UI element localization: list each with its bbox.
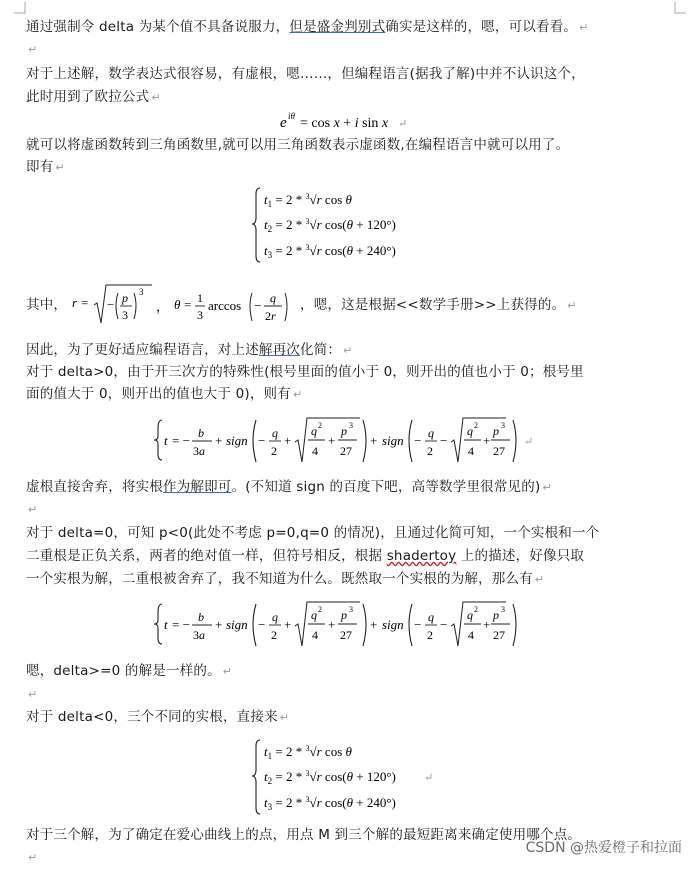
p8-line1-text: 对于 delta=0，可知 p<0(此处不考虑 p=0,q=0 的情况)，且通过化简可知，一个实根和一个 (26, 525, 600, 541)
svg-text:t1 = 2 * 3√r cos θ: $t_1 = 2 * ^3√r$ cos θ (264, 744, 352, 761)
svg-text:2: 2 (474, 605, 478, 614)
svg-text:t: t (164, 433, 168, 448)
svg-text:2: 2 (427, 628, 433, 642)
csdn-watermark: CSDN @热爱橙子和拉面 (525, 840, 682, 856)
p2-line1-text: 对于上述解，数学表达式很容易，有虚根，嗯……，但编程语言(据我了解)中并不认识这个， (26, 66, 585, 82)
p8-shadertoy: shadertoy (386, 548, 457, 564)
r-3: 3 (122, 308, 128, 322)
svg-text:3: 3 (501, 421, 505, 430)
theta-q: q (270, 291, 276, 305)
svg-text:−: − (414, 617, 422, 632)
euler-exponent: iθ (288, 111, 295, 121)
paragraph-8-line-2 (26, 547, 688, 566)
svg-text:q: q (311, 608, 317, 622)
svg-text:4: 4 (468, 628, 474, 642)
p8-line2-text-c: 上的描述，好像只取 (456, 548, 585, 564)
svg-text:t: t (164, 617, 168, 632)
paragraph-mark: ↵ (398, 118, 408, 130)
p5-text-a: 因此，为了更好适应编程语言，对上述 (26, 342, 259, 358)
p1-text-b: 但是盛金判别式 (289, 19, 386, 35)
empty-paragraph (26, 685, 688, 704)
paragraph-mark: ↵ (28, 688, 38, 701)
paragraph-6-line-2 (26, 385, 688, 404)
paragraph-mark: ↵ (567, 299, 577, 312)
p4-prefix: 其中， (26, 297, 68, 313)
svg-text:↵: ↵ (424, 772, 434, 784)
p10-text: 对于 delta<0，三个不同的实根，直接来 (26, 709, 278, 725)
svg-text:sign: sign (382, 433, 404, 448)
r-theta-definitions (70, 281, 300, 329)
svg-text:q: q (428, 610, 434, 624)
paragraph-10 (26, 708, 688, 727)
svg-text:+: + (483, 433, 491, 448)
p6-line2-text: 面的值大于 0，则开出的值也大于 0)，则有 (26, 386, 291, 402)
cardano-formula-2 (154, 598, 534, 650)
paragraph-mark: ↵ (55, 161, 65, 174)
svg-text:3: 3 (349, 605, 353, 614)
svg-text:= −: = − (172, 433, 190, 448)
p1-text-c: 确实是这样的，嗯，可以看看。 (385, 19, 578, 35)
svg-text:2: 2 (474, 421, 478, 430)
svg-text:−: − (258, 617, 266, 632)
euler-rhs: = cos x + i sin x (300, 116, 389, 131)
p2-line2-text: 此时用到了欧拉公式 (26, 89, 150, 105)
p5-text-b: 解再次 (258, 342, 301, 358)
svg-text:b: b (198, 610, 204, 624)
svg-text:2: 2 (427, 444, 433, 458)
svg-text:2: 2 (318, 605, 322, 614)
svg-text:−: − (440, 433, 448, 448)
svg-text:−: − (258, 433, 266, 448)
svg-text:q: q (311, 424, 317, 438)
root-t3: $t_3 = 2 * ^3√r$ cos(θ + 240°) (264, 243, 396, 260)
p3-line2-text: 即有 (26, 159, 54, 175)
svg-text:q: q (467, 608, 473, 622)
arccos: arccos (208, 298, 242, 313)
svg-text:3a: 3a (193, 628, 205, 642)
svg-text:4: 4 (312, 628, 318, 642)
svg-text:−: − (414, 433, 422, 448)
r-equals: = (81, 295, 89, 310)
svg-text:t3 = 2 * 3√r cos(θ + 240°): $t_3 = 2 * ^3√r$ cos(θ + 240°) (264, 795, 396, 812)
paragraph-mark: ↵ (279, 711, 290, 724)
paragraph-3-line-1 (26, 136, 688, 155)
svg-text:b: b (198, 426, 204, 440)
p3-line1-text: 就可以将虚函数转到三角函数里,就可以用三角函数表示虚函数,在编程语言中就可以用了。 (26, 137, 570, 153)
svg-text:27: 27 (493, 628, 505, 642)
p7-text-c: 。(不知道 sign 的百度下吧，高等数学里很常见的) (231, 479, 541, 495)
paragraph-3-line-2 (26, 158, 688, 177)
sep-comma: ， (156, 299, 170, 314)
empty-paragraph (26, 40, 688, 59)
theta-1: 1 (197, 291, 203, 305)
r-minus: − (107, 297, 115, 312)
paragraph-mark: ↵ (292, 388, 303, 401)
euler-formula (270, 108, 420, 134)
svg-text:+: + (483, 617, 491, 632)
svg-text:q: q (428, 426, 434, 440)
svg-text:+: + (328, 617, 336, 632)
svg-text:+: + (328, 433, 336, 448)
svg-text:27: 27 (340, 628, 352, 642)
paragraph-mark: ↵ (28, 503, 38, 516)
paragraph-mark: ↵ (151, 91, 161, 104)
p8-line2-text-a: 二重根是正负关系，两者的绝对值一样，但符号相反，根据 (26, 548, 387, 564)
p9-text: 嗯，delta>=0 的解是一样的。 (26, 663, 221, 679)
p5-text-c: 化简： (300, 342, 342, 358)
paragraph-5 (26, 341, 688, 360)
p8-line3-text: 一个实根为解，二重根被舍弃了，我不知道为什么。既然取一个实根的为解，那么有 (26, 571, 533, 587)
paragraph-9 (26, 662, 688, 681)
svg-text:sign: sign (226, 617, 248, 632)
svg-text:+: + (284, 433, 292, 448)
empty-paragraph (26, 500, 688, 519)
svg-text:q: q (272, 610, 278, 624)
paragraph-2-line-2 (26, 88, 688, 107)
svg-text:q: q (467, 424, 473, 438)
svg-text:27: 27 (493, 444, 505, 458)
svg-text:↵: ↵ (524, 436, 534, 448)
paragraph-8-line-3 (26, 570, 688, 589)
euler-e: e (280, 115, 287, 131)
svg-text:+: + (215, 617, 223, 632)
svg-text:+: + (284, 617, 292, 632)
svg-text:3a: 3a (193, 444, 205, 458)
paragraph-6-line-1 (26, 363, 688, 382)
svg-text:+: + (370, 617, 378, 632)
svg-text:2: 2 (271, 628, 277, 642)
svg-text:2: 2 (318, 421, 322, 430)
paragraph-mark: ↵ (28, 851, 38, 864)
svg-text:t2 = 2 * 3√r cos(θ + 120°): $t_2 = 2 * ^3√r$ cos(θ + 120°) (264, 769, 396, 786)
theta-2r: 2r (265, 309, 276, 323)
svg-text:3: 3 (349, 421, 353, 430)
svg-text:sign: sign (226, 433, 248, 448)
p4-suffix: ，嗯，这是根据<<数学手册>>上获得的。 (300, 297, 566, 313)
theta-equals: = (184, 297, 192, 312)
p7-text-a: 虚根直接舍弃，将实根 (26, 479, 163, 495)
svg-text:−: − (440, 617, 448, 632)
paragraph-1 (26, 18, 688, 37)
svg-text:p: p (341, 424, 347, 438)
p7-text-b: 作为解即可 (163, 479, 232, 495)
svg-text:+: + (215, 433, 223, 448)
svg-text:4: 4 (312, 444, 318, 458)
svg-text:27: 27 (340, 444, 352, 458)
theta-minus: − (254, 298, 262, 313)
paragraph-mark: ↵ (542, 481, 552, 494)
p6-line1-text: 对于 delta>0，由于开三次方的特殊性(根号里面的值小于 0，则开出的值也小于 0；根号里 (26, 364, 584, 380)
svg-text:+: + (370, 433, 378, 448)
svg-text:sign: sign (382, 617, 404, 632)
theta-3: 3 (197, 308, 203, 322)
paragraph-mark: ↵ (28, 43, 38, 56)
svg-text:3: 3 (501, 605, 505, 614)
paragraph-mark: ↵ (579, 21, 589, 34)
svg-text:= −: = − (172, 617, 190, 632)
paragraph-mark: ↵ (222, 665, 233, 678)
paragraph-2-line-1 (26, 65, 688, 84)
cardano-formula-1 (154, 414, 534, 466)
svg-text:p: p (341, 608, 347, 622)
page-corner-mark-left (14, 2, 26, 14)
trig-roots-system-2 (252, 736, 442, 818)
paragraph-4-suffix (300, 296, 688, 315)
svg-text:2: 2 (271, 444, 277, 458)
svg-text:p: p (493, 424, 499, 438)
paragraph-8-line-1 (26, 524, 688, 543)
paragraph-7 (26, 478, 688, 497)
paragraph-mark: ↵ (343, 344, 353, 357)
svg-text:p: p (493, 608, 499, 622)
theta-symbol: θ (174, 297, 181, 312)
r-symbol: r (72, 295, 78, 310)
r-cube: 3 (139, 287, 144, 297)
trig-roots-system (252, 184, 442, 266)
page-corner-mark-right (674, 2, 686, 14)
svg-text:4: 4 (468, 444, 474, 458)
root-t1: $t_1 = 2 * ^3√r$ cos θ (264, 192, 352, 209)
root-t2: $t_2 = 2 * ^3√r$ cos(θ + 120°) (264, 217, 396, 234)
p11-text: 对于三个解，为了确定在爱心曲线上的点，用点 M 到三个解的最短距离来确定使用哪个点。 (26, 827, 582, 843)
p1-text-a: 通过强制令 delta 为某个值不具备说服力， (26, 19, 290, 35)
paragraph-mark: ↵ (534, 573, 545, 586)
r-p: p (122, 291, 128, 305)
svg-text:q: q (272, 426, 278, 440)
